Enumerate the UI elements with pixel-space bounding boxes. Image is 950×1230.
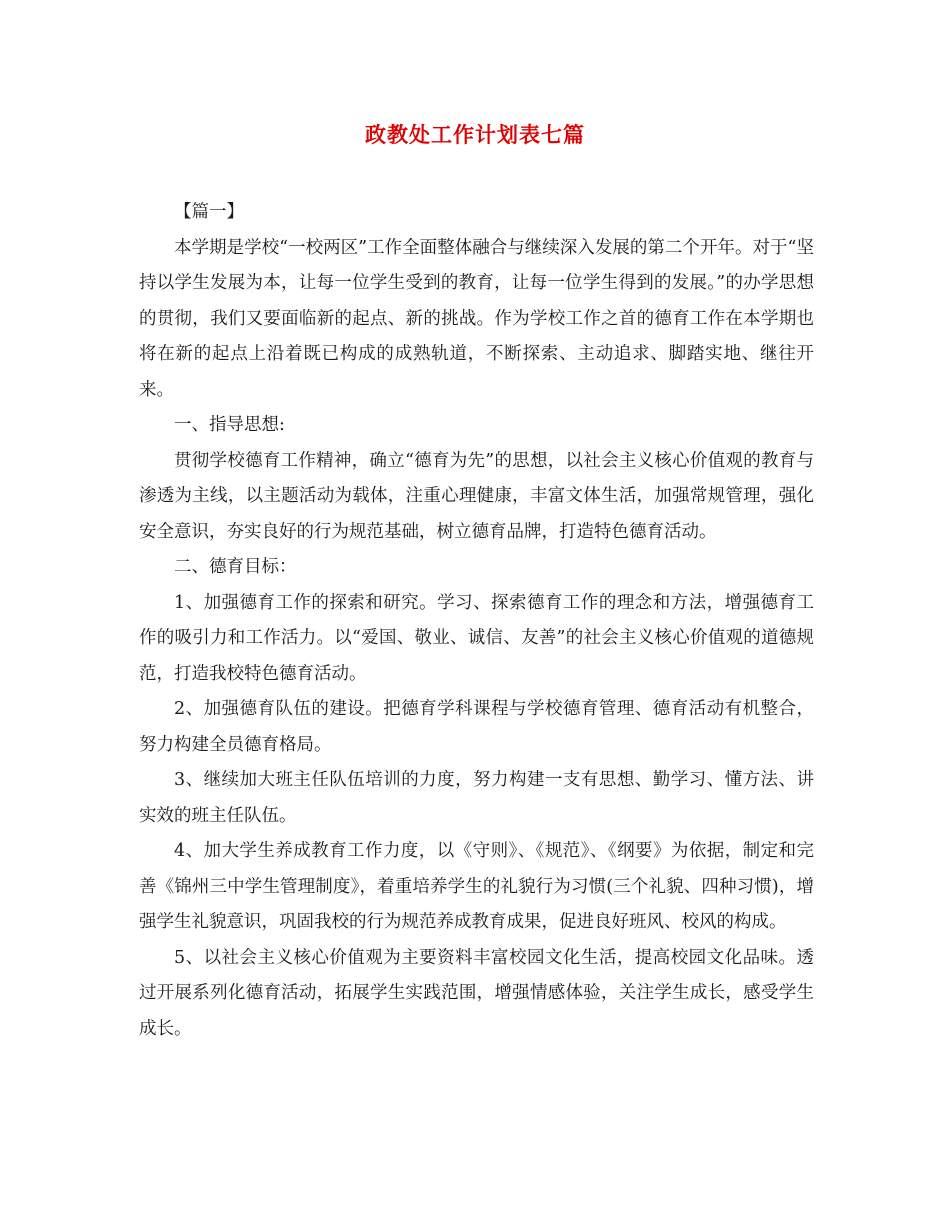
guiding-paragraph: 贯彻学校德育工作精神，确立“德育为先”的思想，以社会主义核心价值观的教育与渗透为主线，以主题活动为载体，注重心理健康，丰富文体生活，加强常规管理，强化安全意识，夯实良好的行为规范基础，树立德育品牌，打造特色德育活动。 [139, 450, 814, 542]
document-body [139, 195, 814, 1047]
intro-paragraph: 本学期是学校“一校两区”工作全面整体融合与继续深入发展的第二个开年。对于“坚持以学生发展为本，让每一位学生受到的教育，让每一位学生得到的发展。”的办学思想的贯彻，我们又要面临新的起点、新的挑战。作为学校工作之首的德育工作在本学期也将在新的起点上沿着既已构成的成熟轨道，不断探索、主动追求、脚踏实地、继往开来。 [139, 237, 814, 400]
heading-guiding-ideology: 一、指导思想: [174, 415, 285, 435]
goal-item: 4、加大学生养成教育工作力度，以《守则》、《规范》、《纲要》为依据，制定和完善《锦州三中学生管理制度》，着重培养学生的礼貌行为习惯(三个礼貌、四种习惯)，增强学生礼貌意识，巩固我校的行为规范养成教育成果，促进良好班风、校风的构成。 [139, 841, 814, 932]
goal-item: 5、以社会主义核心价值观为主要资料丰富校园文化生活，提高校园文化品味。透过开展系列化德育活动，拓展学生实践范围，增强情感体验，关注学生成长，感受学生成长。 [139, 947, 814, 1039]
document-title: 政教处工作计划表七篇 [365, 122, 585, 147]
heading-moral-goals: 二、德育目标： [174, 557, 297, 577]
goal-item: 1、加强德育工作的探索和研究。学习、探索德育工作的理念和方法，增强德育工作的吸引力和工作活力。以“爱国、敬业、诚信、友善”的社会主义核心价值观的道德规范，打造我校特色德育活动。 [139, 592, 814, 684]
section-label: 【篇一】 [174, 202, 244, 222]
goal-item: 2、加强德育队伍的建设。把德育学科课程与学校德育管理、德育活动有机整合，努力构建全员德育格局。 [139, 699, 814, 755]
goal-item: 3、继续加大班主任队伍培训的力度，努力构建一支有思想、勤学习、懂方法、讲实效的班主任队伍。 [139, 770, 814, 826]
